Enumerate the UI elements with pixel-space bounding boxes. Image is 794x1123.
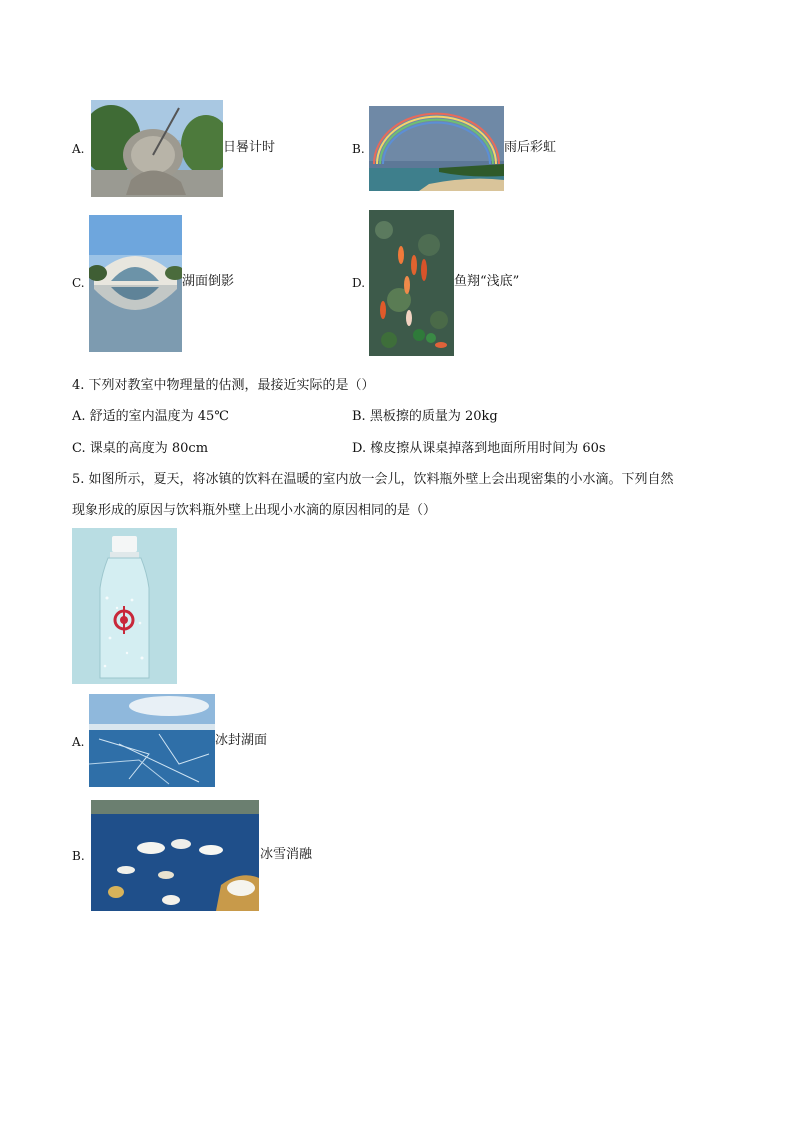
option-letter-a: A. (72, 142, 85, 156)
option-caption-d: 鱼翔“浅底” (454, 274, 520, 289)
question-5-option-letter-b: B. (72, 849, 85, 863)
question-4-option-c: C. 课桌的高度为 80cm (72, 441, 209, 456)
question-4-stem: 4. 下列对教室中物理量的估测，最接近实际的是（） (72, 378, 375, 393)
rainbow-photo (369, 106, 504, 191)
option-letter-c: C. (72, 276, 85, 290)
melting-snow-photo (91, 800, 259, 911)
question-5-option-caption-b: 冰雪消融 (260, 847, 313, 862)
option-caption-c: 湖面倒影 (182, 274, 235, 289)
option-caption-a: 日晷计时 (223, 140, 276, 155)
question-5-option-caption-a: 冰封湖面 (215, 733, 268, 748)
frozen-lake-photo (89, 694, 215, 787)
question-5-option-letter-a: A. (72, 735, 85, 749)
sundial-photo (91, 100, 223, 197)
option-letter-b: B. (352, 142, 365, 156)
bridge-reflection-photo (89, 215, 182, 352)
option-caption-b: 雨后彩虹 (504, 140, 557, 155)
question-4-option-b: B. 黑板擦的质量为 20kg (352, 409, 498, 424)
koi-pond-photo (369, 210, 454, 356)
water-bottle-photo (72, 528, 177, 684)
option-letter-d: D. (352, 276, 366, 290)
question-5-stem-line-1: 5. 如图所示，夏天，将冰镇的饮料在温暖的室内放一会儿，饮料瓶外壁上会出现密集的小水滴。下列自然 (72, 472, 674, 487)
question-5-stem-line-2: 现象形成的原因与饮料瓶外壁上出现小水滴的原因相同的是（） (72, 503, 437, 518)
question-4-option-d: D. 橡皮擦从课桌掉落到地面所用时间为 60s (352, 441, 606, 456)
question-4-option-a: A. 舒适的室内温度为 45℃ (72, 409, 229, 424)
